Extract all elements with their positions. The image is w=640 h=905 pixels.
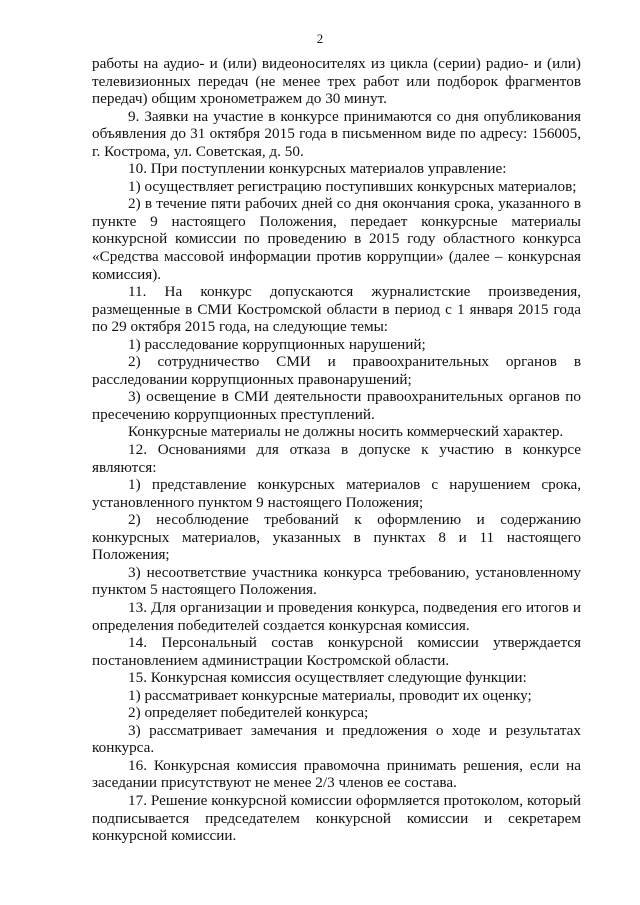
paragraph-continuation: работы на аудио- и (или) видеоносителях из цикла (серии) радио- и (или) телевизионных передач (не менее трех работ или подборок фрагментов передач) общим хронометражем до 30 минут. <box>92 55 581 108</box>
paragraph-15-item-2: 2) определяет победителей конкурса; <box>128 704 369 722</box>
paragraph-11-item-1: 1) расследование коррупционных нарушений; <box>128 335 426 353</box>
paragraph-12-item-2: 2) несоблюдение требований к оформлению и содержанию конкурсных материалов, указанных в пунктах 8 и 11 настоящего Положения; <box>92 511 581 564</box>
paragraph-14: 14. Персональный состав конкурсной комиссии утверждается постановлением администрации Костромской области. <box>92 634 581 669</box>
paragraph-10: 10. При поступлении конкурсных материалов управление: <box>128 160 507 178</box>
document-body <box>92 55 581 845</box>
paragraph-10-item-2: 2) в течение пяти рабочих дней со дня окончания срока, указанного в пункте 9 настоящего Положения, передает конкурсные материалы конкурсной комиссии по проведению в 2015 году областного конкурса «Средства массовой информации против коррупции» (далее – конкурсная комиссия). <box>92 195 581 283</box>
paragraph-16: 16. Конкурсная комиссия правомочна принимать решения, если на заседании присутствуют не менее 2/3 членов ее состава. <box>92 756 581 792</box>
paragraph-12-item-3: 3) несоответствие участника конкурса требованию, установленному пунктом 5 настоящего Положения. <box>92 563 581 599</box>
paragraph-12: 12. Основаниями для отказа в допуске к участию в конкурсе являются: <box>92 441 581 476</box>
paragraph-11-item-3: 3) освещение в СМИ деятельности правоохранительных органов по пресечению коррупционных преступлений. <box>92 388 581 423</box>
paragraph-9: 9. Заявки на участие в конкурсе принимаются со дня опубликования объявления до 31 октября 2015 года в письменном виде по адресу: 156005, г. Кострома, ул. Советская, д. 50. <box>92 107 581 160</box>
page-number: 2 <box>316 31 324 46</box>
paragraph-15: 15. Конкурсная комиссия осуществляет следующие функции: <box>128 669 527 687</box>
paragraph-11-item-2: 2) сотрудничество СМИ и правоохранительных органов в расследовании коррупционных правонарушений; <box>92 353 581 388</box>
paragraph-11: 11. На конкурс допускаются журналистские произведения, размещенные в СМИ Костромской области в период с 1 января 2015 года по 29 октября 2015 года, на следующие темы: <box>92 283 581 336</box>
paragraph-15-item-3: 3) рассматривает замечания и предложения о ходе и результатах конкурса. <box>92 721 581 757</box>
paragraph-13: 13. Для организации и проведения конкурса, подведения его итогов и определения победителей создается конкурсная комиссия. <box>92 598 581 634</box>
paragraph-17: 17. Решение конкурсной комиссии оформляется протоколом, который подписывается председателем конкурсной комиссии и секретарем конкурсной комиссии. <box>92 791 581 845</box>
paragraph-11-note: Конкурсные материалы не должны носить коммерческий характер. <box>128 423 564 441</box>
paragraph-15-item-1: 1) рассматривает конкурсные материалы, проводит их оценку; <box>128 686 532 704</box>
paragraph-10-item-1: 1) осуществляет регистрацию поступивших конкурсных материалов; <box>128 177 577 195</box>
paragraph-12-item-1: 1) представление конкурсных материалов с нарушением срока, установленного пунктом 9 настоящего Положения; <box>92 476 581 511</box>
